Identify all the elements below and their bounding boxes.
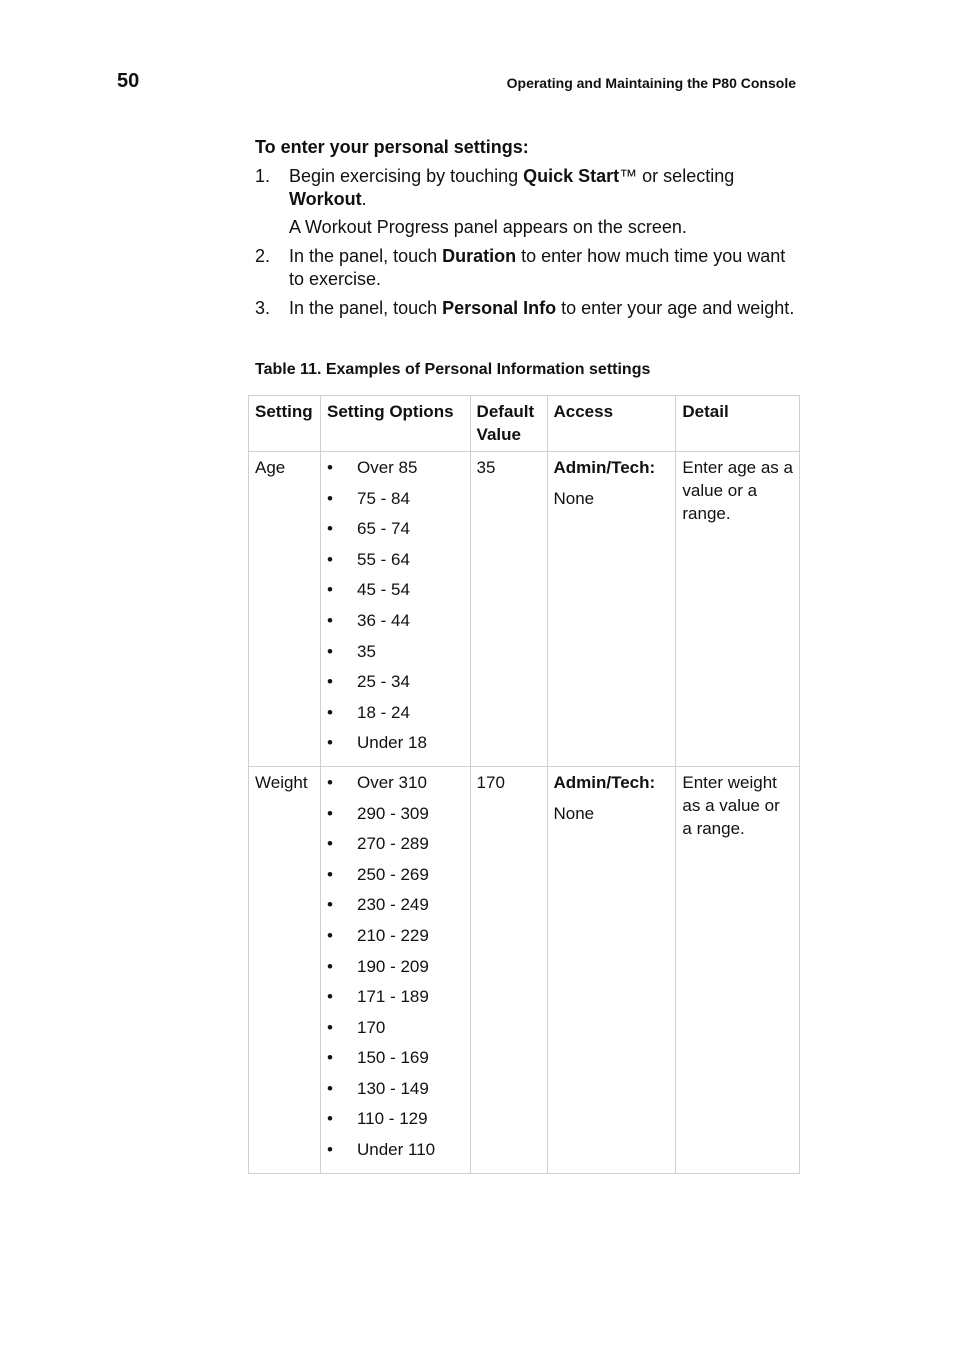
step-number: 3. [255, 298, 271, 318]
step-text: ™ or selecting [619, 166, 735, 186]
access-value: None [553, 803, 595, 823]
cell-setting: Weight [249, 766, 321, 1173]
bullet-icon: • [326, 519, 333, 539]
step-text: In the panel, touch [289, 298, 443, 318]
list-item [327, 578, 466, 609]
options-list [327, 771, 466, 1169]
list-item [327, 771, 466, 802]
step-number: 1. [255, 166, 271, 186]
bullet-icon: • [326, 895, 333, 915]
bullet-icon: • [326, 610, 333, 630]
option-text: 45 - 54 [356, 580, 410, 600]
option-text: Under 110 [356, 1140, 436, 1160]
list-item [327, 924, 466, 955]
option-text: 110 - 129 [356, 1109, 428, 1129]
list-item [327, 548, 466, 579]
step-text: to enter your age and weight. [556, 298, 795, 318]
step-2 [255, 245, 800, 291]
access-role: Admin/Tech: [553, 772, 656, 792]
option-text: Over 310 [356, 772, 427, 792]
page-number: 50 [117, 70, 140, 92]
bullet-icon: • [326, 1140, 333, 1160]
cell-detail: Enter weight as a value or a range. [676, 766, 800, 1173]
step-text: to enter how much time you want to exercise. [289, 246, 786, 289]
step-1 [255, 165, 800, 211]
bullet-icon: • [326, 733, 333, 753]
ui-term-duration: Duration [442, 246, 517, 266]
bullet-icon: • [326, 702, 333, 722]
bullet-icon: • [326, 834, 333, 854]
list-item [327, 609, 466, 640]
step-text: In the panel, touch [289, 246, 443, 266]
bullet-icon: • [326, 803, 333, 823]
option-text: 55 - 64 [356, 549, 410, 569]
table-caption: Table 11. Examples of Personal Information settings [255, 361, 651, 378]
option-text: 171 - 189 [356, 987, 429, 1007]
option-text: 270 - 289 [356, 834, 429, 854]
option-text: 36 - 44 [356, 610, 410, 630]
bullet-icon: • [326, 580, 333, 600]
option-text: 35 [356, 641, 376, 661]
list-item [327, 1046, 466, 1077]
list-item [327, 456, 466, 487]
ui-term-personal-info: Personal Info [442, 298, 557, 318]
bullet-icon: • [326, 641, 333, 661]
bullet-icon: • [326, 672, 333, 692]
bullet-icon: • [326, 1017, 333, 1037]
procedure-heading: To enter your personal settings: [255, 137, 529, 157]
cell-default-value: 170 [470, 766, 547, 1173]
option-text: 170 [356, 1017, 386, 1037]
option-text: 25 - 34 [356, 672, 410, 692]
option-text: 210 - 229 [356, 925, 429, 945]
access-role: Admin/Tech: [553, 458, 656, 477]
bullet-icon: • [326, 1078, 333, 1098]
bullet-icon: • [326, 549, 333, 569]
bullet-icon: • [326, 956, 333, 976]
header-access: Access [547, 396, 676, 452]
header-setting: Setting [249, 396, 321, 452]
ui-term-quick-start: Quick Start [523, 166, 620, 186]
cell-access [547, 452, 676, 767]
list-item [327, 517, 466, 548]
header-setting-options: Setting Options [320, 396, 470, 452]
step-text: . [361, 189, 367, 209]
options-list [327, 456, 466, 762]
cell-setting-options [320, 452, 470, 767]
list-item [327, 985, 466, 1016]
bullet-icon: • [326, 458, 333, 477]
procedure [255, 136, 800, 326]
access-value: None [553, 489, 595, 508]
bullet-icon: • [326, 864, 333, 884]
option-text: 130 - 149 [356, 1078, 429, 1098]
step-text: Begin exercising by touching [289, 166, 524, 186]
list-item [327, 863, 466, 894]
bullet-icon: • [326, 987, 333, 1007]
cell-detail: Enter age as a value or a range. [676, 452, 800, 767]
list-item [327, 832, 466, 863]
list-item [327, 955, 466, 986]
bullet-icon: • [326, 925, 333, 945]
list-item [327, 701, 466, 732]
list-item [327, 670, 466, 701]
bullet-icon: • [326, 488, 333, 508]
table-body [249, 452, 800, 1174]
option-text: Under 18 [356, 733, 427, 753]
bullet-icon: • [326, 1048, 333, 1068]
running-header: Operating and Maintaining the P80 Console [506, 75, 796, 91]
list-item [327, 1077, 466, 1108]
cell-default-value: 35 [470, 452, 547, 767]
list-item [327, 893, 466, 924]
cell-setting-options [320, 766, 470, 1173]
header-detail: Detail [676, 396, 800, 452]
list-item [327, 731, 466, 762]
step-3 [255, 297, 800, 320]
table-row [249, 452, 800, 767]
option-text: 150 - 169 [356, 1048, 429, 1068]
ui-term-workout: Workout [289, 189, 362, 209]
list-item [327, 487, 466, 518]
personal-settings-table [248, 395, 800, 1174]
table-row [249, 766, 800, 1173]
option-text: 75 - 84 [356, 488, 410, 508]
bullet-icon: • [326, 1109, 333, 1129]
list-item [327, 640, 466, 671]
option-text: 290 - 309 [356, 803, 429, 823]
list-item [327, 1107, 466, 1138]
table-header-row [249, 396, 800, 452]
option-text: 230 - 249 [356, 895, 429, 915]
option-text: 190 - 209 [356, 956, 429, 976]
option-text: 250 - 269 [356, 864, 429, 884]
list-item [327, 1138, 466, 1169]
step-1-result: A Workout Progress panel appears on the screen. [289, 217, 687, 237]
cell-access [547, 766, 676, 1173]
bullet-icon: • [326, 772, 333, 792]
cell-setting: Age [249, 452, 321, 767]
step-number: 2. [255, 246, 271, 266]
option-text: 18 - 24 [356, 702, 410, 722]
option-text: Over 85 [356, 458, 418, 477]
list-item [327, 1016, 466, 1047]
list-item [327, 802, 466, 833]
header-default-value: Default Value [470, 396, 547, 452]
option-text: 65 - 74 [356, 519, 410, 539]
